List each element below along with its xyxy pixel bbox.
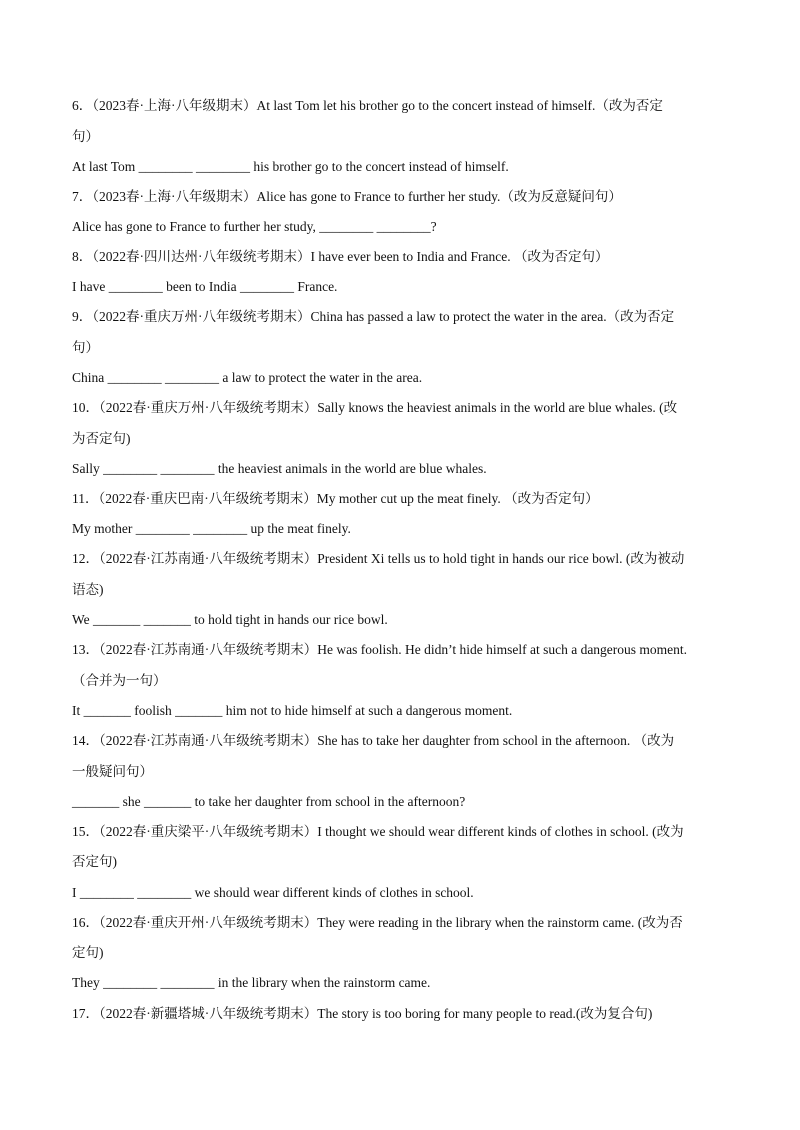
text-line: It _______ foolish _______ him not to hide himself at such a dangerous moment. xyxy=(72,703,513,718)
text-line: Sally ________ ________ the heaviest animals in the world are blue whales. xyxy=(72,461,487,476)
text-line: （合并为一句） xyxy=(72,673,167,688)
text-line: China ________ ________ a law to protect the water in the area. xyxy=(72,370,423,385)
text-line: 13．（2022春·江苏南通·八年级统考期末）He was foolish. He didn’t hide himself at such a dangerous moment. xyxy=(72,642,688,657)
text-line: They ________ ________ in the library when the rainstorm came. xyxy=(72,975,431,990)
text-line: 定句) xyxy=(72,945,104,960)
text-line: 11．（2022春·重庆巴南·八年级统考期末）My mother cut up the meat finely. （改为否定句） xyxy=(72,491,599,506)
text-line: 10．（2022春·重庆万州·八年级统考期末）Sally knows the heaviest animals in the world are blue whales. (改 xyxy=(72,400,678,415)
text-line: 6．（2023春·上海·八年级期末）At last Tom let his brother go to the concert instead of himself.（改为否定 xyxy=(72,98,663,113)
text-line: My mother ________ ________ up the meat finely. xyxy=(72,521,351,536)
text-line: 8．（2022春·四川达州·八年级统考期末）I have ever been to India and France. （改为否定句） xyxy=(72,249,609,264)
text-line: 14．（2022春·江苏南通·八年级统考期末）She has to take her daughter from school in the afternoon. （改为 xyxy=(72,733,675,748)
text-line: 为否定句) xyxy=(72,431,131,446)
text-line: 语态) xyxy=(72,582,104,597)
text-line: Alice has gone to France to further her study, ________ ________? xyxy=(72,219,437,234)
text-line: 17．（2022春·新疆塔城·八年级统考期末）The story is too boring for many people to read.(改为复合句) xyxy=(72,1006,653,1021)
text-line: 9．（2022春·重庆万州·八年级统考期末）China has passed a law to protect the water in the area.（改为否定 xyxy=(72,309,675,324)
text-line: At last Tom ________ ________ his brother go to the concert instead of himself. xyxy=(72,159,509,174)
text-line: I ________ ________ we should wear different kinds of clothes in school. xyxy=(72,885,474,900)
text-line: 15．（2022春·重庆梁平·八年级统考期末）I thought we should wear different kinds of clothes in school. (改为 xyxy=(72,824,684,839)
text-line: 12．（2022春·江苏南通·八年级统考期末）President Xi tells us to hold tight in hands our rice bowl. (改为被动 xyxy=(72,551,685,566)
text-line: 否定句) xyxy=(72,854,117,869)
text-line: 句） xyxy=(72,340,99,355)
text-line: I have ________ been to India ________ France. xyxy=(72,279,338,294)
text-line: _______ she _______ to take her daughter from school in the afternoon? xyxy=(72,794,466,809)
text-line: 7．（2023春·上海·八年级期末）Alice has gone to France to further her study.（改为反意疑问句） xyxy=(72,189,622,204)
text-line: 16．（2022春·重庆开州·八年级统考期末）They were reading in the library when the rainstorm came. (改为否 xyxy=(72,915,683,930)
text-line: We _______ _______ to hold tight in hands our rice bowl. xyxy=(72,612,388,627)
text-line: 一般疑问句） xyxy=(72,764,153,779)
text-line: 句） xyxy=(72,129,99,144)
